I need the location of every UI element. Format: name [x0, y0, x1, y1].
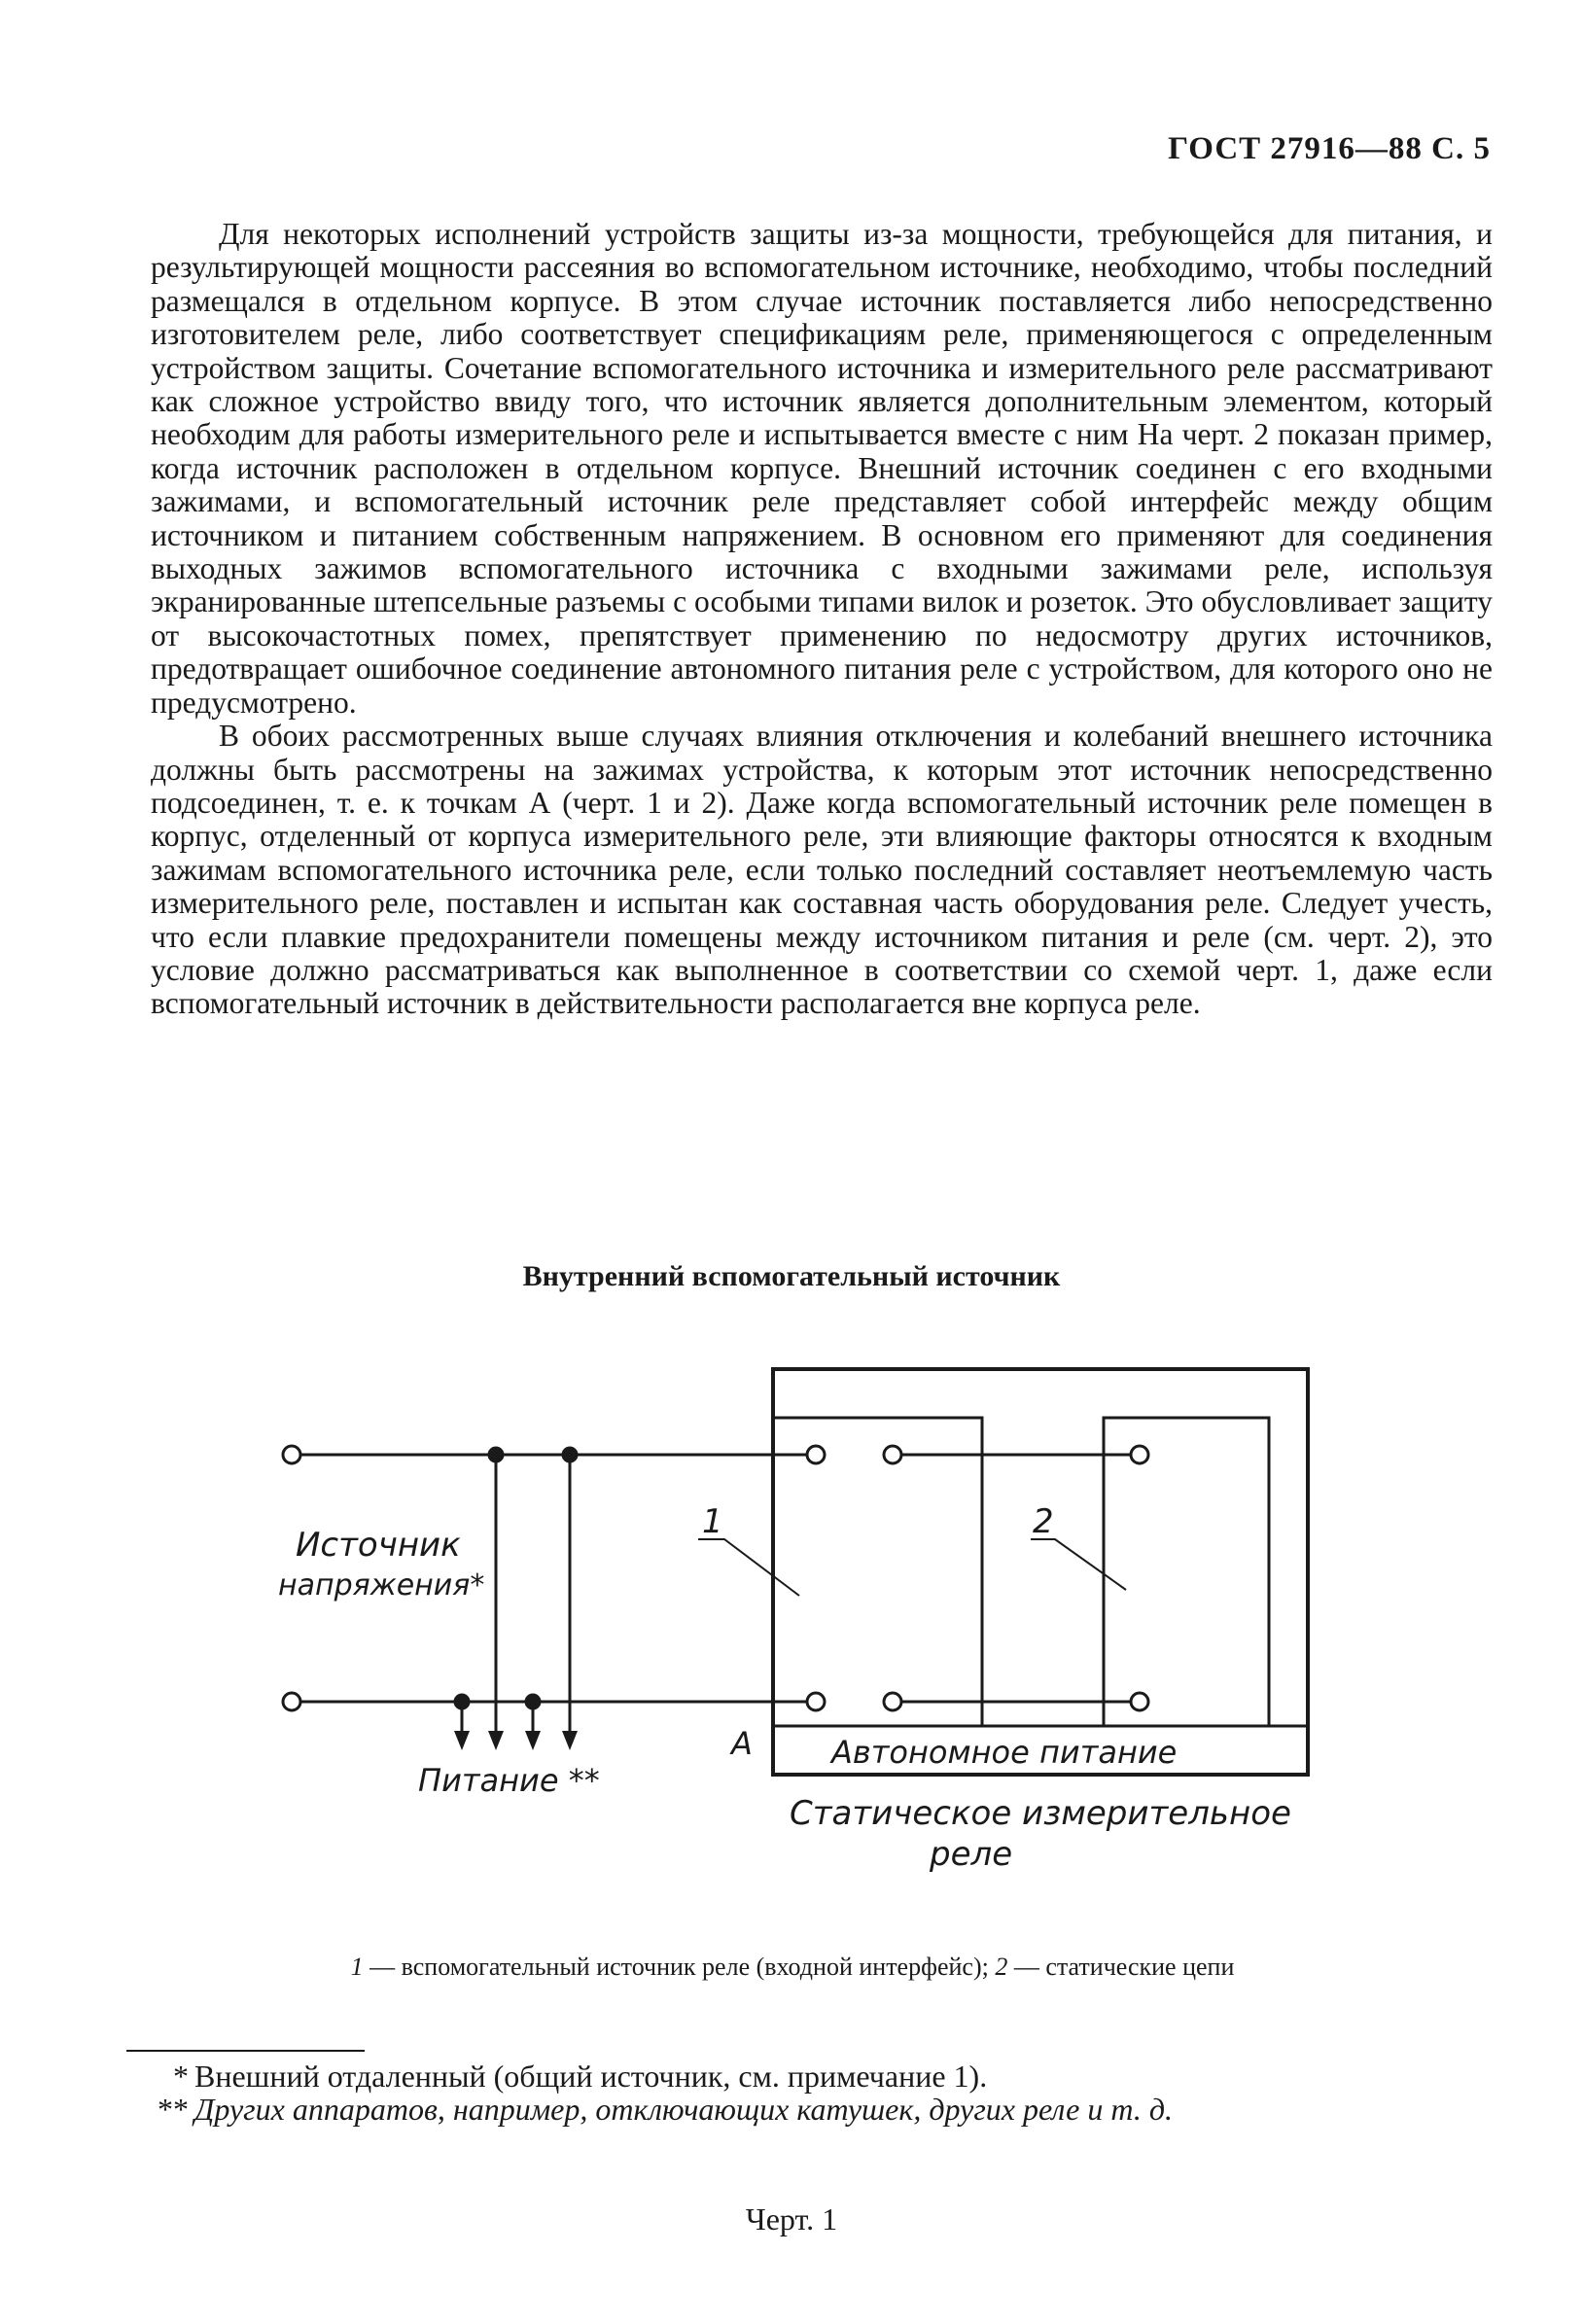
figure-caption — [253, 1954, 1332, 1980]
footnote-mark-1: * — [173, 2059, 189, 2094]
page-header: ГОСТ 27916—88 С. 5 — [1168, 131, 1491, 166]
module-1-top-right-terminal — [884, 1446, 901, 1463]
label-source-line2: напряжения* — [278, 1568, 485, 1602]
footnote-2 — [158, 2092, 1478, 2127]
caption-text-2: — статические цепи — [1007, 1953, 1235, 1981]
supply-arrows — [454, 1731, 578, 1750]
footnote-mark-2: ** — [158, 2092, 189, 2127]
drawing-label: Черт. 1 — [745, 2201, 838, 2236]
circuit-diagram — [0, 1342, 1583, 1886]
module-2-box — [1104, 1418, 1269, 1726]
caption-num-1: 1 — [350, 1953, 364, 1981]
label-num-1: 1 — [702, 1502, 723, 1541]
footnote-divider — [126, 2050, 365, 2052]
module-2-bottom-terminal — [1131, 1693, 1148, 1710]
label-relay-line2: реле — [930, 1835, 1013, 1874]
module-1-bottom-right-terminal — [884, 1693, 901, 1710]
bottom-input-terminal — [283, 1693, 300, 1710]
footnote-1 — [173, 2059, 1478, 2094]
label-autonomous: Автономное питание — [831, 1734, 1178, 1771]
caption-text-1: — вспомогательный источник реле (входной интерфейс); — [363, 1953, 996, 1981]
label-num-2: 2 — [1033, 1502, 1054, 1541]
figure-title: Внутренний вспомогательный источник — [522, 1260, 1061, 1292]
leader-1 — [698, 1539, 799, 1596]
label-relay-line1: Статическое измерительное — [790, 1794, 1291, 1833]
leader-2 — [1031, 1539, 1126, 1590]
label-supply: Питание ** — [418, 1762, 600, 1799]
paragraph-2: В обоих рассмотренных выше случаях влияния отключения и колебаний внешнего источника должны быть рассмотрены на зажимах устройства, к которым этот источник непосредственно подсоединен, т. е. к точкам А (черт. 1 и 2). Даже когда вспомогательный источник реле помещен в корпус, отделенный от корпуса измерительного реле, эти влияющие факторы относятся к входным зажимам вспомогательного источника реле, если только последний составляет неотъемлемую часть измерительного реле, поставлен и испытан как составная часть оборудования реле. Следует учесть, что если плавкие предохранители помещены между источником питания и реле (см. черт. 2), это условие должно рассматриваться как выполненное в соответствии со схемой черт. 1, даже если вспомогательный источник в действительности располагается вне корпуса реле. — [151, 719, 1493, 1021]
caption-num-2: 2 — [995, 1953, 1008, 1981]
module-1-box — [773, 1418, 982, 1726]
footnotes — [158, 2059, 1478, 2127]
footnote-text-1: Внешний отдаленный (общий источник, см. примечание 1). — [194, 2059, 988, 2094]
label-point-a: А — [731, 1725, 753, 1762]
body-text — [151, 218, 1493, 1021]
module-2-top-terminal — [1131, 1446, 1148, 1463]
relay-enclosure — [773, 1369, 1308, 1775]
module-1-top-left-terminal — [807, 1446, 825, 1463]
label-source-line1: Источник — [296, 1526, 461, 1565]
module-1-bottom-left-terminal — [807, 1693, 825, 1710]
top-input-terminal — [283, 1446, 300, 1463]
paragraph-1: Для некоторых исполнений устройств защиты из-за мощности, требующейся для питания, и результирующей мощности рассеяния во вспомогательном источнике, необходимо, чтобы последний размещался в отдельном корпусе. В этом случае источник поставляется либо непосредственно изготовителем реле, либо соответствует спецификациям реле, применяющегося с определенным устройством защиты. Сочетание вспомогательного источника и измерительного реле рассматривают как сложное устройство ввиду того, что источник является дополнительным элементом, который необходим для работы измерительного реле и испытывается вместе с ним На черт. 2 показан пример, когда источник расположен в отдельном корпусе. Внешний источник соединен с его входными зажимами, и вспомогательный источник реле представляет собой интерфейс между общим источником и питанием собственным напряжением. В основном его применяют для соединения выходных зажимов вспомогательного источника с входными зажимами реле, используя экранированные штепсельные разъемы с особыми типами вилок и розеток. Это обусловливает защиту от высокочастотных помех, препятствует применению по недосмотру других источников, предотвращает ошибочное соединение автономного питания реле с устройством, для которого оно не предусмотрено. — [151, 217, 1493, 720]
footnote-text-2: Других аппаратов, например, отключающих катушек, других реле и т. д. — [194, 2092, 1174, 2127]
